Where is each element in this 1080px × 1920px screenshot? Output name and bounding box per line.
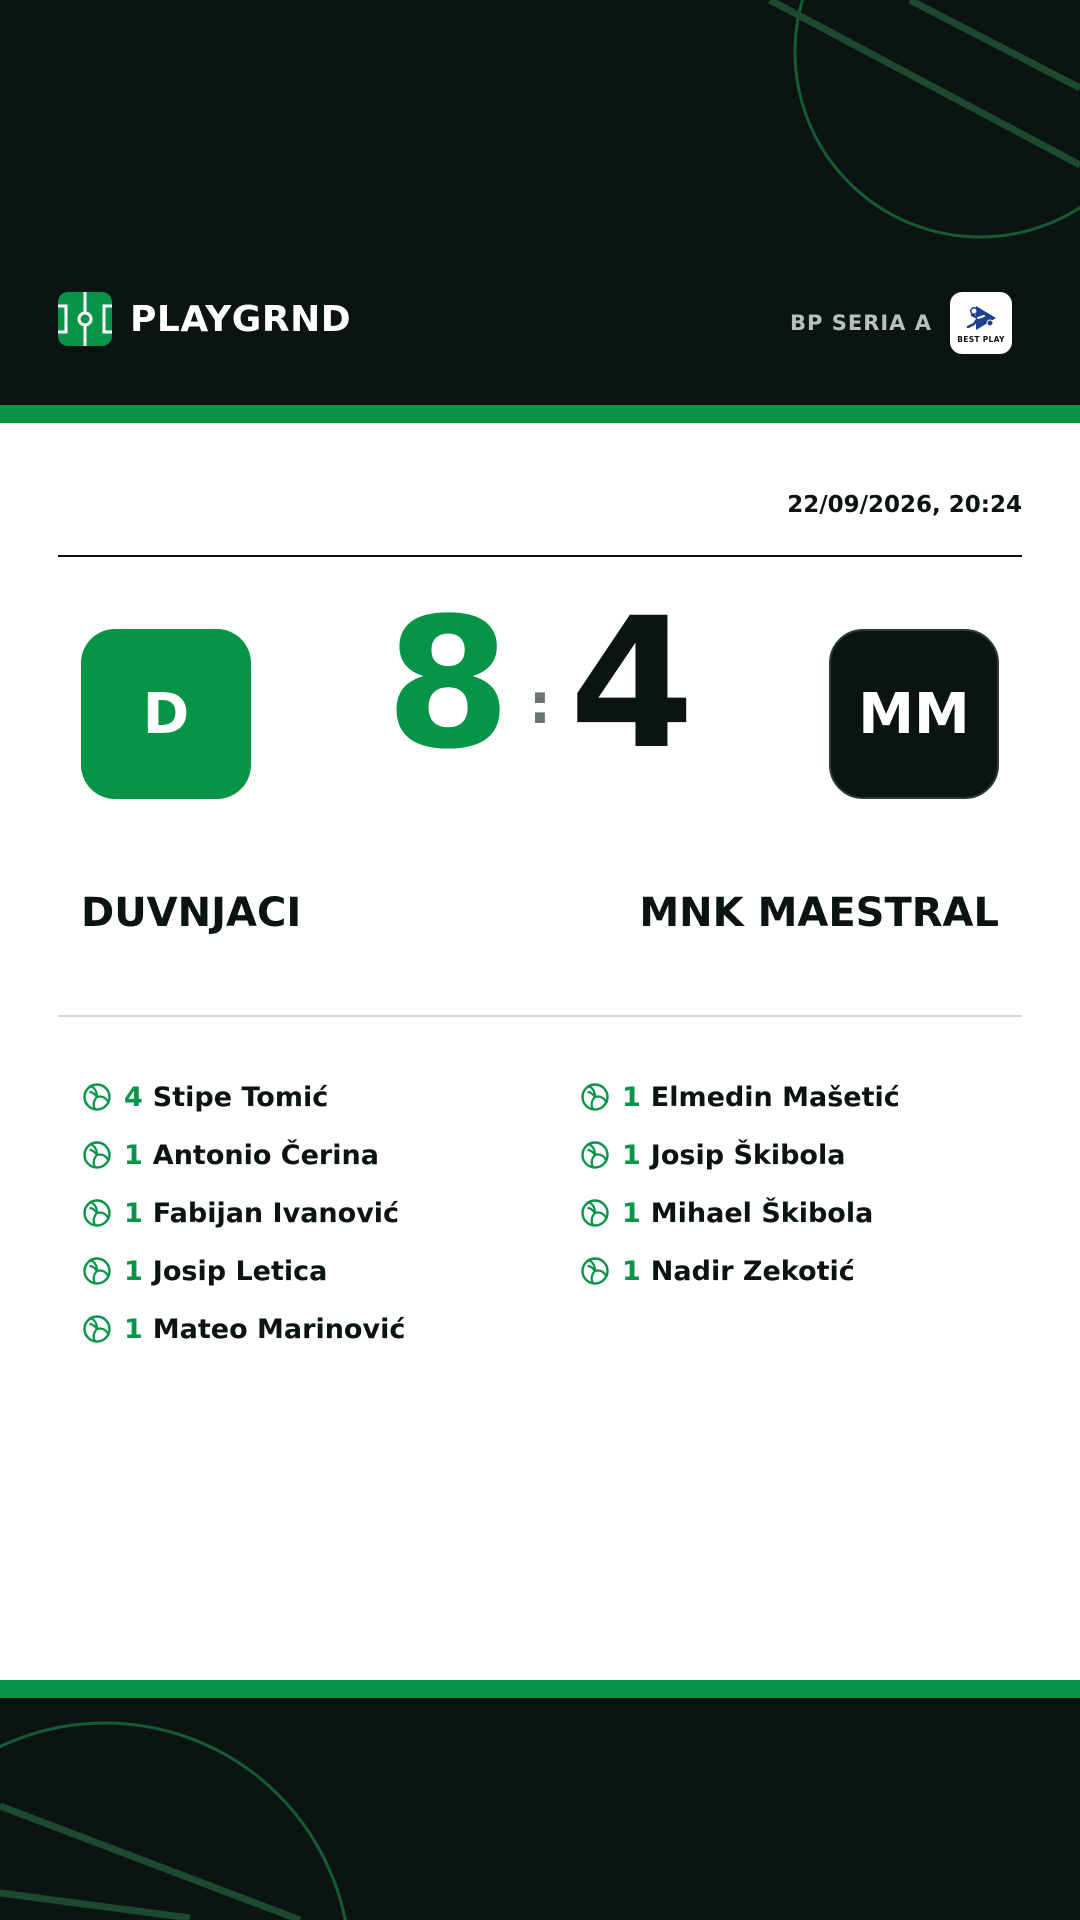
goal-count: 1 — [124, 1313, 143, 1345]
player-name: Fabijan Ivanović — [152, 1197, 400, 1229]
goal-count: 1 — [622, 1197, 641, 1229]
ball-icon — [82, 1140, 112, 1170]
scorer-row — [580, 1126, 1020, 1184]
header-banner — [0, 0, 1080, 405]
player-name: Elmedin Mašetić — [650, 1081, 900, 1113]
scorer-row — [82, 1184, 522, 1242]
pitch-icon — [58, 292, 112, 346]
accent-stripe-top — [0, 405, 1080, 423]
home-team-badge[interactable]: D — [81, 629, 251, 799]
player-name: Stipe Tomić — [152, 1081, 329, 1113]
brand-name: PLAYGRND — [130, 298, 352, 340]
player-name: Mihael Škibola — [650, 1197, 874, 1229]
goal-count: 1 — [124, 1139, 143, 1171]
player-name: Josip Škibola — [650, 1139, 846, 1171]
ball-icon — [580, 1256, 610, 1286]
scorer-row — [82, 1300, 522, 1358]
player-name: Antonio Čerina — [152, 1139, 379, 1171]
ball-icon — [82, 1256, 112, 1286]
goal-count: 1 — [124, 1255, 143, 1287]
brand[interactable] — [58, 292, 351, 346]
ball-icon — [580, 1082, 610, 1112]
home-score: 8 — [385, 580, 511, 789]
scorer-row — [580, 1068, 1020, 1126]
league-info — [790, 292, 1012, 354]
home-scorers-list — [82, 1068, 522, 1358]
scoreboard — [0, 580, 1080, 789]
scorer-row — [82, 1068, 522, 1126]
goal-count: 4 — [124, 1081, 143, 1113]
player-name: Nadir Zekotić — [650, 1255, 855, 1287]
home-team-name[interactable]: DUVNJACI — [81, 890, 302, 936]
accent-stripe-bottom — [0, 1680, 1080, 1698]
scorer-row — [580, 1184, 1020, 1242]
away-team-name[interactable]: MNK MAESTRAL — [639, 890, 999, 936]
ball-icon — [580, 1198, 610, 1228]
league-logo: BEST PLAY — [950, 292, 1012, 354]
away-score: 4 — [569, 580, 695, 789]
pitch-decoration — [0, 1698, 1080, 1920]
goal-count: 1 — [622, 1081, 641, 1113]
scorer-row — [580, 1242, 1020, 1300]
goal-count: 1 — [622, 1139, 641, 1171]
player-name: Mateo Marinović — [152, 1313, 406, 1345]
scorer-row — [82, 1242, 522, 1300]
away-team-badge[interactable]: MM — [829, 629, 999, 799]
player-kick-icon — [964, 303, 998, 333]
player-name: Josip Letica — [152, 1255, 328, 1287]
goal-count: 1 — [124, 1197, 143, 1229]
ball-icon — [580, 1140, 610, 1170]
footer-banner — [0, 1698, 1080, 1920]
divider — [58, 1015, 1022, 1017]
score-separator: : — [528, 672, 552, 737]
scorer-row — [82, 1126, 522, 1184]
divider — [58, 555, 1022, 557]
league-name: BP SERIA A — [790, 311, 932, 335]
goal-count: 1 — [622, 1255, 641, 1287]
ball-icon — [82, 1198, 112, 1228]
match-datetime: 22/09/2026, 20:24 — [787, 492, 1022, 518]
ball-icon — [82, 1314, 112, 1344]
away-scorers-list — [580, 1068, 1020, 1300]
ball-icon — [82, 1082, 112, 1112]
